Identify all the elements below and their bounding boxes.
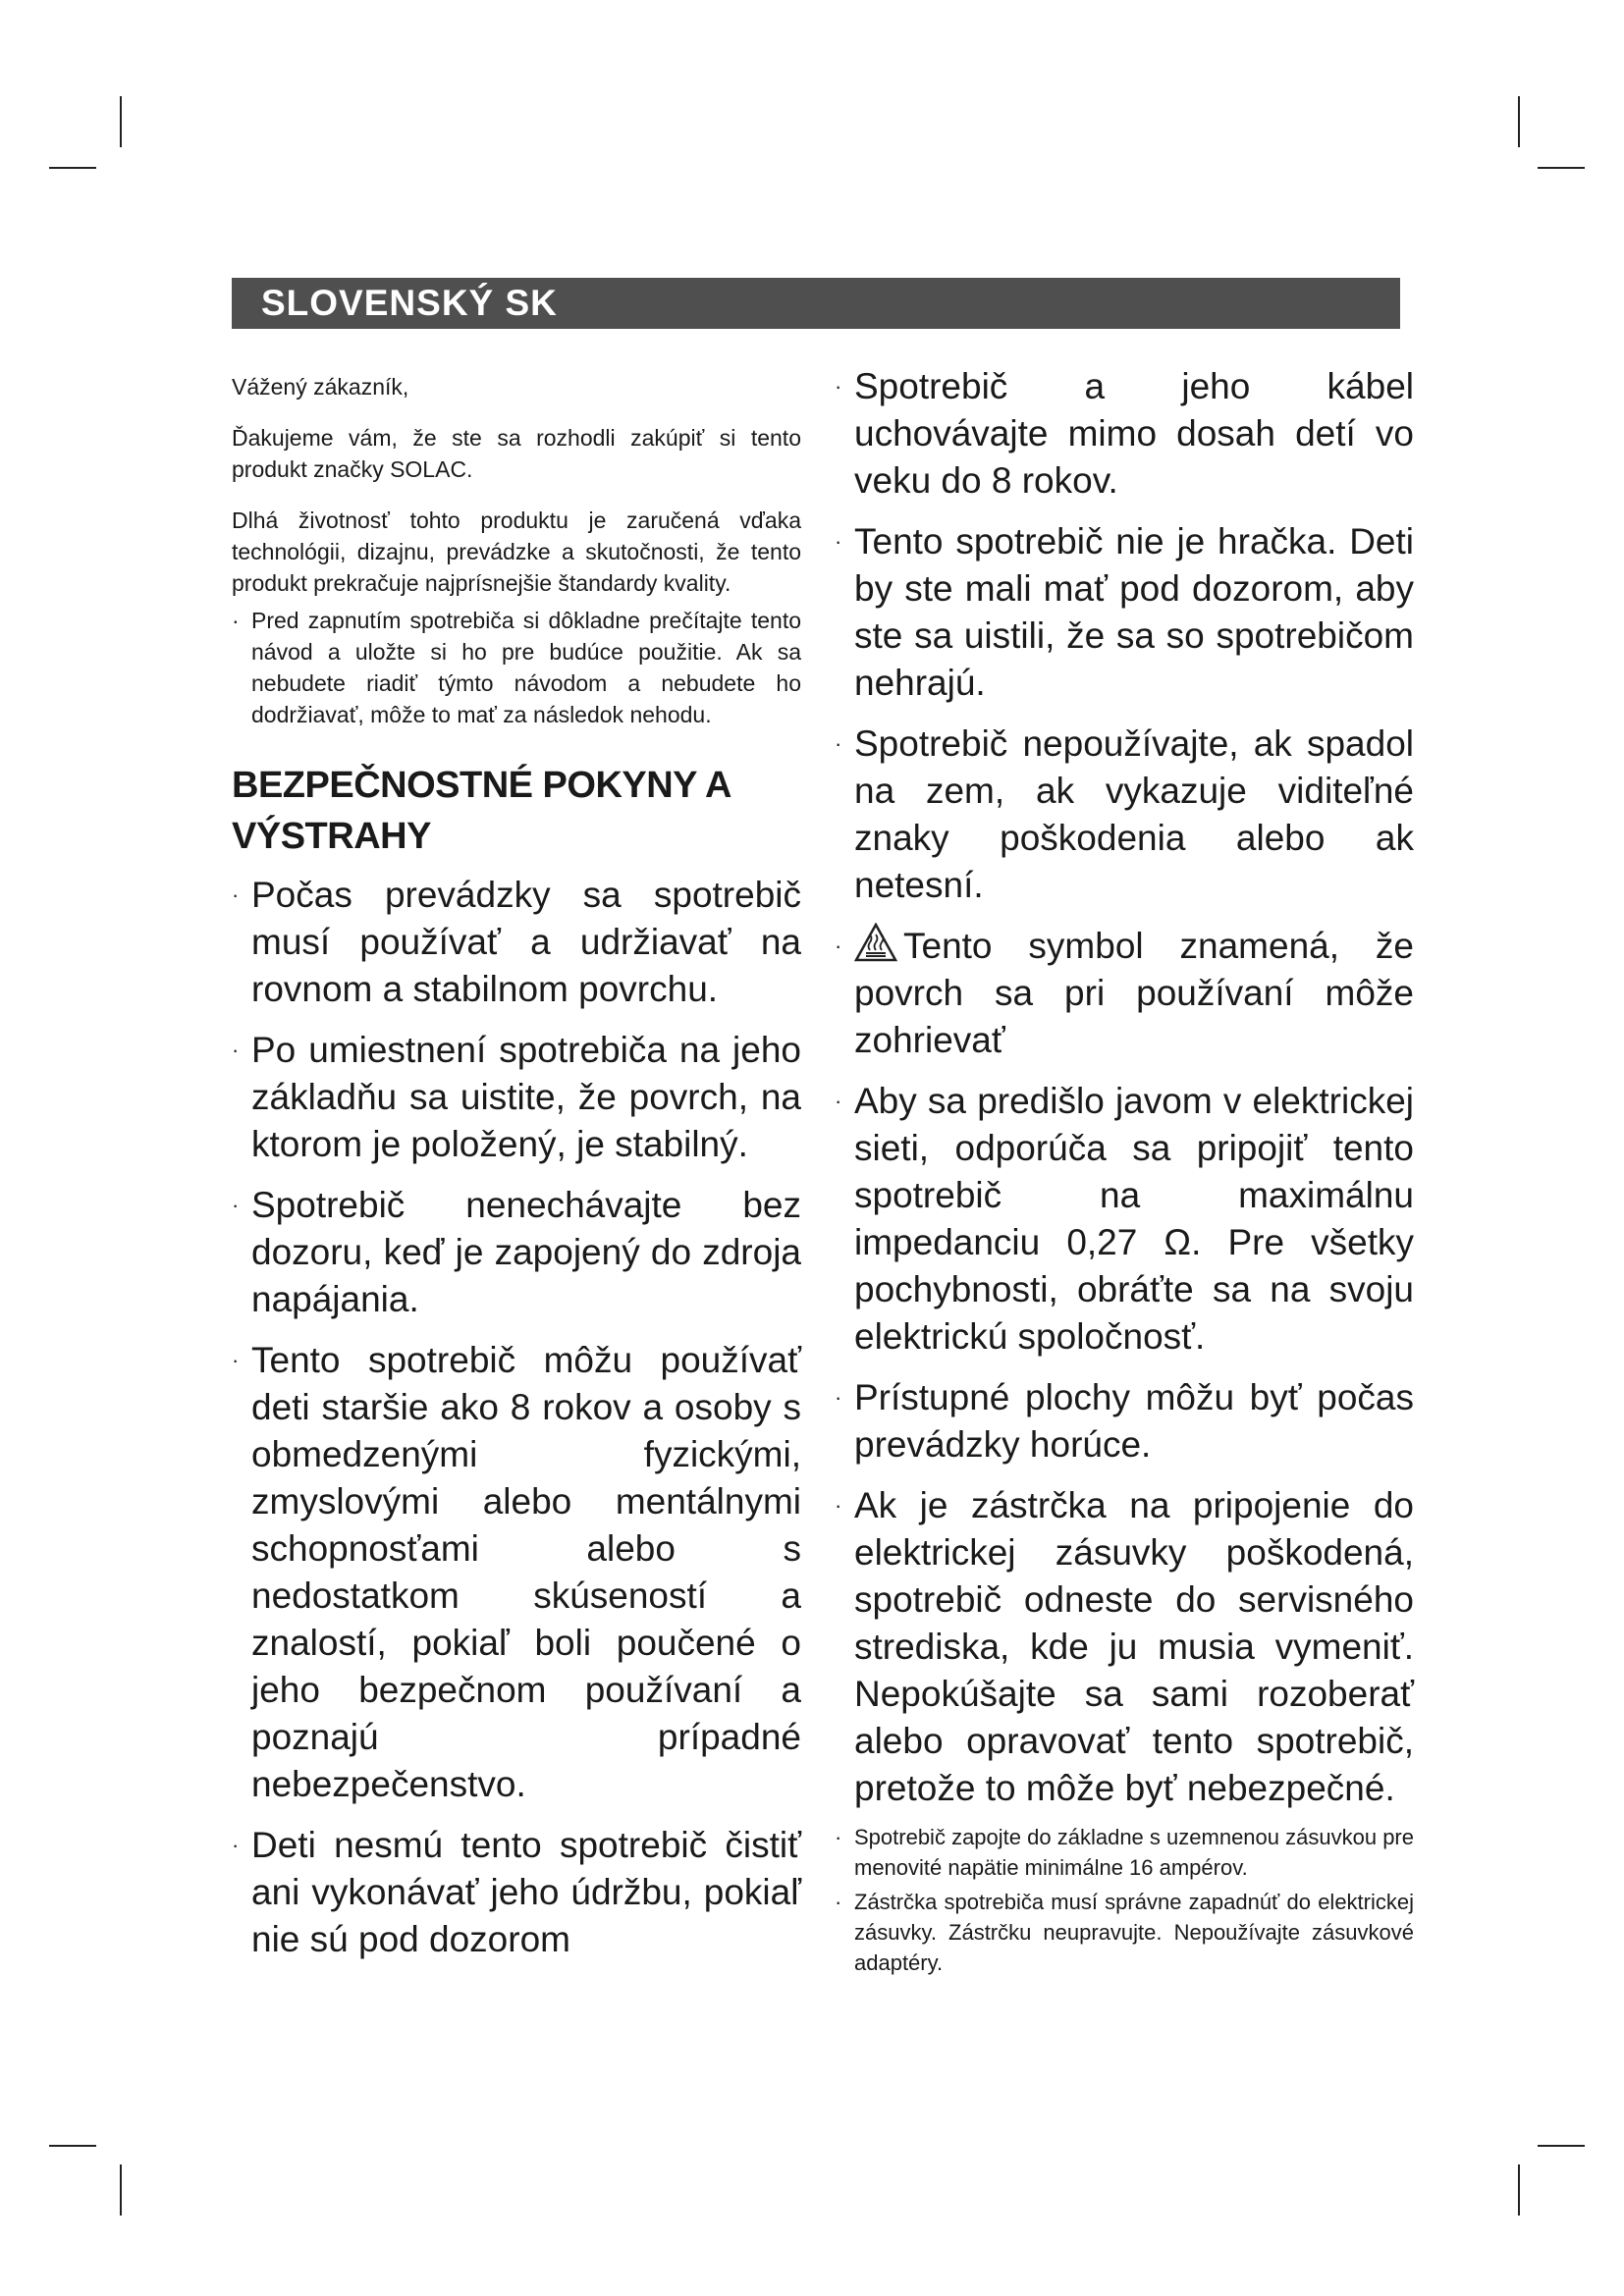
safety-item-text: Tento spotrebič môžu používať deti staršie ako 8 rokov a osoby s obmedzenými fyzickými, zmyslovými alebo mentálnymi schopnosťami alebo s nedostatkom skúseností a znalostí, pokiaľ boli poučené o jeho bezpečnom používaní a poznajú prípadné nebezpečenstvo. [251,1340,801,1804]
longevity-paragraph: Dlhá životnosť tohto produktu je zaručená vďaka technológii, dizajnu, prevádzke a skutočnosti, že tento produkt prekračuje najprísnejšie štandardy kvality. [232,507,801,596]
safety-small-item-text: Spotrebič zapojte do základne s uzemnenou zásuvkou pre menovité napätie minimálne 16 ampérov. [854,1825,1414,1880]
bullet-mark: · [835,934,842,958]
bullet-mark: · [835,374,842,399]
crop-mark-bottom-right-h [1538,2145,1585,2147]
bullet-mark: · [835,1385,842,1410]
bullet-mark: · [232,1348,240,1372]
bullet-mark: · [835,731,842,756]
safety-item-text: Deti nesmú tento spotrebič čistiť ani vykonávať jeho údržbu, pokiaľ nie sú pod dozorom [251,1825,801,1959]
safety-item-text: Tento spotrebič nie je hračka. Deti by ste mali mať pod dozorom, aby ste sa uistili, že sa so spotrebičom nehrajú. [854,521,1414,703]
safety-item-right-7 [835,1482,1414,1812]
language-header: SLOVENSKÝ SK [232,278,1400,329]
greeting: Vážený zákazník, [232,374,409,400]
safety-item-text: Spotrebič nepoužívajte, ak spadol na zem, ak vykazuje viditeľné znaky poškodenia alebo ak netesní. [854,723,1414,905]
safety-item-right-4 [835,923,1414,1064]
crop-mark-top-left-v [120,96,122,147]
read-manual-text: Pred zapnutím spotrebiča si dôkladne prečítajte tento návod a uložte si ho pre budúce použitie. Ak sa nebudete riadiť týmto návodom a nebudete ho dodržiavať, môže to mať za následok nehodu. [251,608,801,727]
crop-mark-bottom-left-h [49,2145,96,2147]
safety-item-left-3 [232,1182,801,1323]
safety-item-right-3 [835,721,1414,909]
safety-item-right-2 [835,518,1414,707]
safety-item-text: Ak je zástrčka na pripojenie do elektrickej zásuvky poškodená, spotrebič odneste do servisného strediska, kde ju musia vymeniť. Nepokúšajte sa sami rozoberať alebo opravovať tento spotrebič, pretože to môže byť nebezpečné. [854,1485,1414,1808]
bullet-mark: · [835,529,842,554]
bullet-mark: · [232,1833,240,1857]
safety-item-text: Aby sa predišlo javom v elektrickej sieti, odporúča sa pripojiť tento spotrebič na maximálnu impedanciu 0,27 Ω. Pre všetky pochybnosti, obráťte sa na svoju elektrickú spoločnosť. [854,1081,1414,1357]
crop-mark-bottom-right-v [1518,2164,1520,2216]
bullet-mark: · [232,1038,240,1062]
crop-mark-top-right-v [1518,96,1520,147]
bullet-mark: · [232,882,240,907]
bullet-mark: · [835,1890,842,1914]
safety-item-left-5 [232,1822,801,1963]
safety-small-item-2 [835,1887,1414,1978]
hot-surface-warning-icon [854,923,897,962]
safety-item-text: Prístupné plochy môžu byť počas prevádzky horúce. [854,1377,1414,1465]
bullet-mark: · [232,608,240,633]
bullet-mark: · [232,1193,240,1217]
safety-item-text: Spotrebič nenechávajte bez dozoru, keď je zapojený do zdroja napájania. [251,1185,801,1319]
safety-item-right-5 [835,1078,1414,1361]
safety-item-text: Spotrebič a jeho kábel uchovávajte mimo dosah detí vo veku do 8 rokov. [854,366,1414,501]
thanks-paragraph: Ďakujeme vám, že ste sa rozhodli zakúpiť si tento produkt značky SOLAC. [232,425,801,482]
safety-small-item-text: Zástrčka spotrebiča musí správne zapadnúť do elektrickej zásuvky. Zástrčku neupravujte. Nepoužívajte zásuvkové adaptéry. [854,1890,1414,1975]
safety-item-text: Počas prevádzky sa spotrebič musí používať a udržiavať na rovnom a stabilnom povrchu. [251,875,801,1009]
crop-mark-bottom-left-v [120,2164,122,2216]
safety-item-left-4 [232,1337,801,1808]
right-column [835,363,1414,1982]
safety-item-text: Po umiestnení spotrebiča na jeho základňu sa uistite, že povrch, na ktorom je položený, je stabilný. [251,1030,801,1164]
safety-section-title: BEZPEČNOSTNÉ POKYNY A VÝSTRAHY [232,765,731,857]
left-column [232,371,801,1977]
safety-item-right-6 [835,1374,1414,1468]
bullet-mark: · [835,1089,842,1113]
safety-item-left-1 [232,872,801,1013]
read-manual-item [232,605,801,730]
bullet-mark: · [835,1825,842,1849]
crop-mark-top-right-h [1538,167,1585,169]
bullet-mark: · [835,1493,842,1518]
safety-small-item-1 [835,1822,1414,1883]
safety-item-text: Tento symbol znamená, že povrch sa pri používaní môže zohrievať [854,926,1414,1060]
safety-item-right-1 [835,363,1414,505]
crop-mark-top-left-h [49,167,96,169]
safety-item-left-2 [232,1027,801,1168]
